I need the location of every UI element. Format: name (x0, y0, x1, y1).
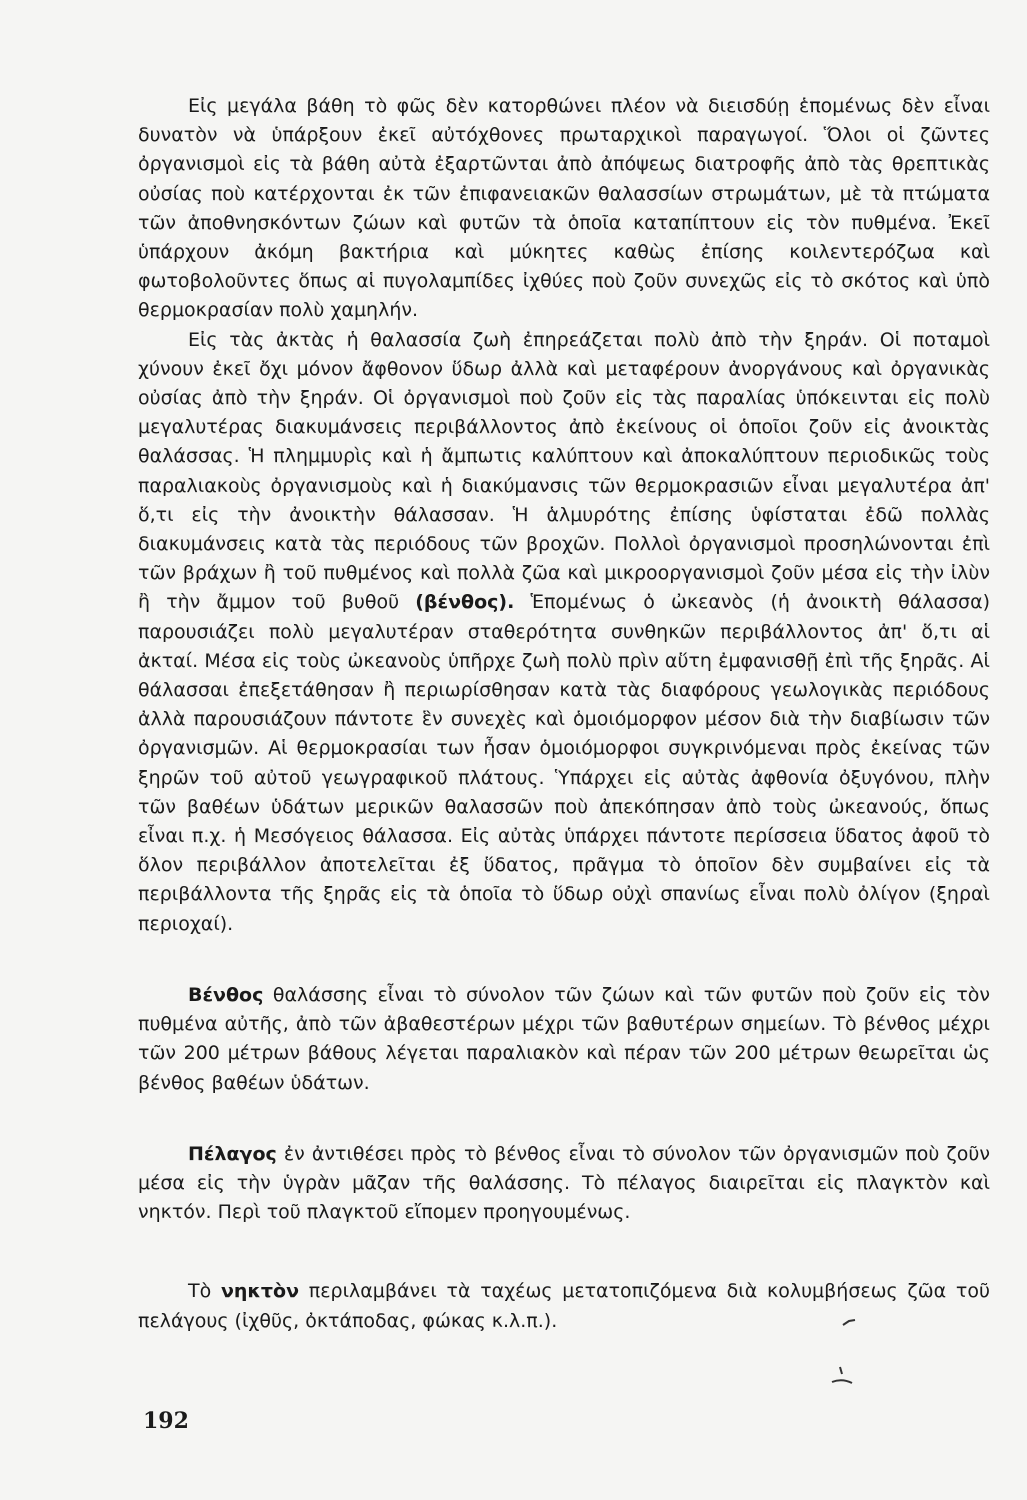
paragraph-pelagos-definition (138, 1140, 990, 1228)
page-body (138, 92, 990, 1336)
benthos-definition-text: θαλάσσης εἶναι τὸ σύνολον τῶν ζώων καὶ τῶν φυτῶν ποὺ ζοῦν εἰς τὸν πυθμένα αὐτῆς, ἀπὸ τῶν ἀβαθεστέρων μέχρι τῶν βαθυτέρων σημείων. Τὸ βένθος μέχρι τῶν 200 μέτρων βάθους λέγεται παραλιακὸν καὶ πέραν τῶν 200 μέτρων θεωρεῖται ὡς βένθος βαθέων ὑδάτων. (138, 983, 990, 1094)
pencil-mark (830, 1366, 854, 1386)
pelagos-definition-text: ἐν ἀντιθέσει πρὸς τὸ βένθος εἶναι τὸ σύνολον τῶν ὀργανισμῶν ποὺ ζοῦν μέσα εἰς τὴν ὑγρὰν μᾶζαν τῆς θαλάσσης. Τὸ πέλαγος διαιρεῖται εἰς πλαγκτὸν καὶ νηκτόν. Περὶ τοῦ πλαγκτοῦ εἴπομεν προηγουμένως. (138, 1142, 990, 1224)
coasts-text-part1: Εἰς τὰς ἀκτὰς ἡ θαλασσία ζωὴ ἐπηρεάζεται πολὺ ἀπὸ τὴν ξηράν. Οἱ ποταμοὶ χύνουν ἐκεῖ ὄχι μόνον ἄφθονον ὕδωρ ἀλλὰ καὶ μεταφέρουν ἀνοργάνους καὶ ὀργανικὰς οὐσίας ἀπὸ τὴν ξηράν. Οἱ ὀργανισμοὶ ποὺ ζοῦν εἰς τὰς παραλίας ὑπόκεινται εἰς πολὺ μεγαλυτέρας διακυμάνσεις περιβάλλοντος ἀπὸ ἐκείνους οἱ ὁποῖοι ζοῦν εἰς ἀνοικτὰς θαλάσσας. Ἡ πλημμυρὶς καὶ ἡ ἄμπωτις καλύπτουν καὶ ἀποκαλύπτουν περιοδικῶς τοὺς παραλιακοὺς ὀργανισμοὺς καὶ ἡ διακύμανσις τῶν θερμοκρασιῶν εἶναι μεγαλυτέρα ἀπ' ὅ,τι εἰς τὴν ἀνοικτὴν θάλασσαν. Ἡ ἁλμυρότης ἐπίσης ὑφίσταται ἐδῶ πολλὰς διακυμάνσεις κατὰ τὰς περιόδους τῶν βροχῶν. Πολλοὶ ὀργανισμοὶ προσηλώνονται ἐπὶ τῶν βράχων ἢ τοῦ πυθμένος καὶ πολλὰ ζῶα καὶ μικροοργανισμοὶ ζοῦν μέσα εἰς τὴν ἰλὺν ἢ τὴν ἄμμον τοῦ βυθοῦ (138, 328, 990, 614)
paragraph-coasts (138, 326, 990, 939)
paragraph-nekton-definition (138, 1277, 990, 1335)
paragraph-gap (138, 939, 990, 981)
term-nekton: νηκτὸν (220, 1280, 300, 1303)
paragraph-benthos-definition (138, 981, 990, 1098)
term-pelagos: Πέλαγος (188, 1142, 277, 1165)
page-number: 192 (143, 1408, 189, 1434)
paragraph-gap (138, 1098, 990, 1140)
nekton-definition-text: περιλαμβάνει τὰ ταχέως μετατοπιζόμενα διὰ κολυμβήσεως ζῶα τοῦ πελάγους (ἰχθῦς, ὀκτάποδας, φώκας κ.λ.π.). (138, 1280, 990, 1332)
nekton-lead-word: Τὸ (188, 1280, 212, 1303)
pencil-mark (842, 1319, 856, 1327)
paragraph-gap (138, 1227, 990, 1277)
coasts-text-part2: Ἑπομένως ὁ ὠκεανὸς (ἡ ἀνοικτὴ θάλασσα) παρουσιάζει πολὺ μεγαλυτέραν σταθερότητα συνθηκῶν περιβάλλοντος ἀπ' ὅ,τι αἱ ἀκταί. Μέσα εἰς τοὺς ὠκεανοὺς ὑπῆρχε ζωὴ πολὺ πρὶν αὕτη ἐμφανισθῇ ἐπὶ τῆς ξηρᾶς. Αἱ θάλασσαι ἐπεξετάθησαν ἢ περιωρίσθησαν κατὰ τὰς διαφόρους γεωλογικὰς περιόδους ἀλλὰ παρουσιάζουν πάντοτε ἓν συνεχὲς καὶ ὁμοιόμορφον μέσον διὰ τὴν διαβίωσιν τῶν ὀργανισμῶν. Αἱ θερμοκρασίαι των ἦσαν ὁμοιόμορφοι συγκρινόμεναι πρὸς ἐκείνας τῶν ξηρῶν τοῦ αὐτοῦ γεωγραφικοῦ πλάτους. Ὑπάρχει εἰς αὐτὰς ἀφθονία ὀξυγόνου, πλὴν τῶν βαθέων ὑδάτων μερικῶν θαλασσῶν ποὺ ἀπεκόπησαν ἀπὸ τοὺς ὠκεανούς, ὅπως εἶναι π.χ. ἡ Μεσόγειος θάλασσα. Εἰς αὐτὰς ὑπάρχει πάντοτε περίσσεια ὕδατος ἀφοῦ τὸ ὅλον περιβάλλον ἀποτελεῖται ἐξ ὕδατος, πρᾶγμα τὸ ὁποῖον δὲν συμβαίνει εἰς τὰ περιβάλλοντα τῆς ξηρᾶς εἰς τὰ ὁποῖα τὸ ὕδωρ οὐχὶ σπανίως εἶναι πολὺ ὀλίγον (ξηραὶ περιοχαί). (138, 591, 991, 935)
term-benthos-inline: (βένθος). (415, 591, 515, 614)
term-benthos: Βένθος (188, 983, 264, 1006)
paragraph-deep-sea: Εἰς μεγάλα βάθη τὸ φῶς δὲν κατορθώνει πλέον νὰ διεισδύῃ ἑπομένως δὲν εἶναι δυνατὸν νὰ ὑπάρξουν ἐκεῖ αὐτόχθονες πρωταρχικοὶ παραγωγοί. Ὅλοι οἱ ζῶντες ὀργανισμοὶ εἰς τὰ βάθη αὐτὰ ἐξαρτῶνται ἀπὸ ἀπόψεως διατροφῆς ἀπὸ τὰς θρεπτικὰς οὐσίας ποὺ κατέρχονται ἐκ τῶν ἐπιφανειακῶν θαλασσίων στρωμάτων, μὲ τὰ πτώματα τῶν ἀποθνησκόντων ζώων καὶ φυτῶν τὰ ὁποῖα καταπίπτουν εἰς τὸν πυθμένα. Ἐκεῖ ὑπάρχουν ἀκόμη βακτήρια καὶ μύκητες καθὼς ἐπίσης κοιλεντερόζωα καὶ φωτοβολοῦντες ὅπως αἱ πυγολαμπίδες ἰχθύες ποὺ ζοῦν συνεχῶς εἰς τὸ σκότος καὶ ὑπὸ θερμοκρασίαν πολὺ χαμηλήν. (138, 95, 990, 322)
